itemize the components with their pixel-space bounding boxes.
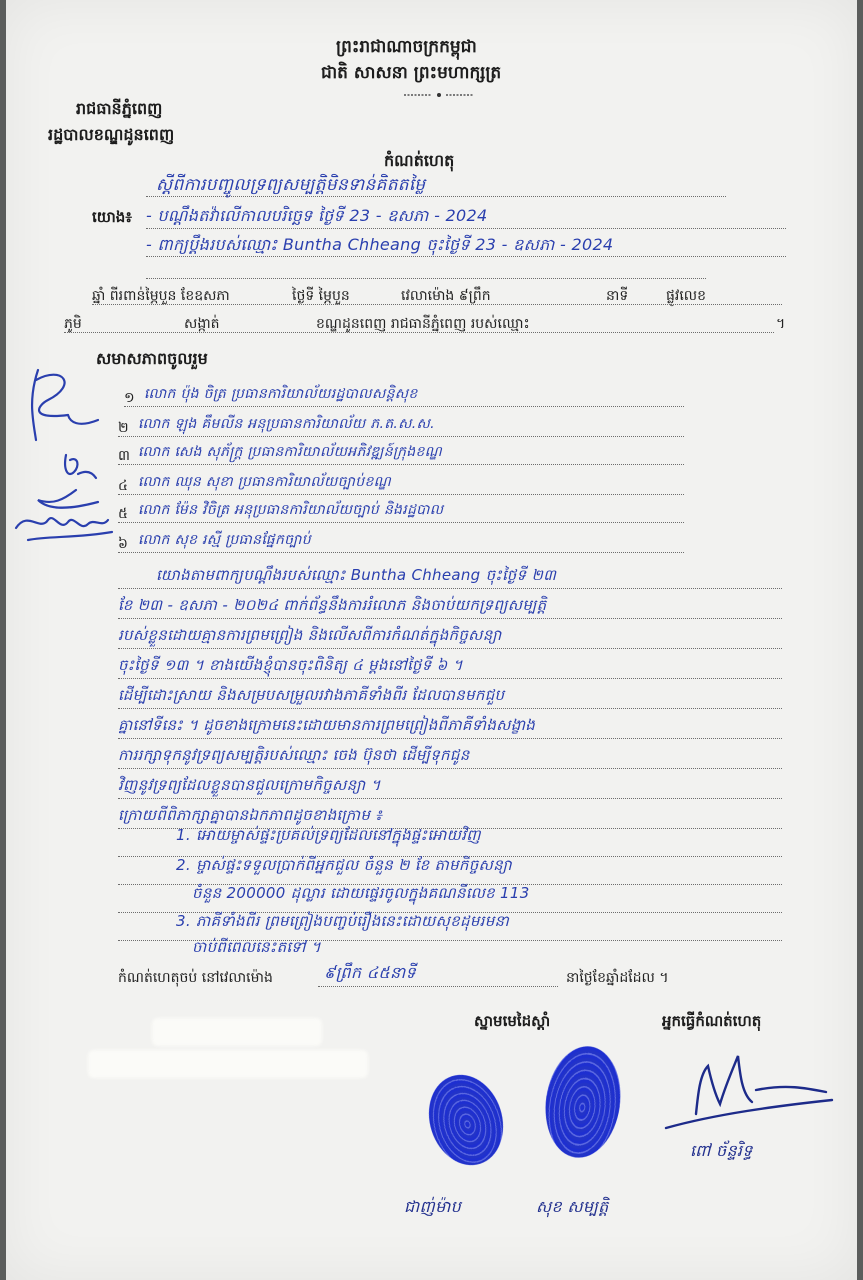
- subject-line-3: - ពាក្យប្តឹងរបស់ឈ្មោះ Buntha Chheang ចុះថ្ងៃទី 23 - ឧសភា - 2024: [146, 235, 614, 254]
- national-motto: ជាតិ សាសនា ព្រះមហាក្សត្រ: [321, 63, 502, 83]
- closing-time: ៩ព្រឹក ៤៥នាទី: [324, 963, 416, 982]
- time-field: វេលាម៉ោង ៩ព្រឹក: [401, 288, 491, 304]
- participant-number: ៥: [118, 506, 128, 522]
- narrative-line: ចុះថ្ងៃទី ១៣ ។ ខាងយើងខ្ញុំបានចុះពិនិត្យ ៤ ម្តងនៅថ្ងៃទី ៦ ។: [118, 656, 463, 674]
- narrative-line: យោងតាមពាក្យបណ្តឹងរបស់ឈ្មោះ Buntha Chheang ចុះថ្ងៃទី ២៣: [156, 566, 557, 584]
- dotted-line: [118, 618, 782, 619]
- party1-name: ជាញ់ម៉ាប: [404, 1197, 462, 1216]
- thumbprint-heading: ស្នាមមេដៃស្តាំ: [474, 1012, 551, 1030]
- narrative-line: របស់ខ្លួនដោយគ្មានការព្រមព្រៀង និងលើសពីការកំណត់ក្នុងកិច្ចសន្យា: [118, 626, 502, 644]
- participant-row: លោក សុខ រស្មី ប្រធានផ្នែកច្បាប់: [138, 532, 311, 548]
- village-field: ភូមិ: [64, 316, 82, 332]
- row-end-mark: ។: [776, 316, 786, 332]
- dotted-line: [118, 552, 684, 553]
- narrative-line: គ្នានៅទីនេះ ។ ដូចខាងក្រោមនេះដោយមានការព្រមព្រៀងពីភាគីទាំងសង្ខាង: [118, 716, 536, 734]
- participant-row: លោក ប៉ុង ចិត្រ ប្រធានការិយាល័យរដ្ឋបាលសន្តិសុខ: [144, 386, 418, 402]
- agreement-item: ចាប់ពីពេលនេះតទៅ ។: [192, 938, 321, 956]
- dotted-line: [64, 332, 774, 333]
- participant-number: ១: [124, 390, 135, 406]
- dotted-line: [118, 708, 782, 709]
- document-page: [6, 0, 857, 1280]
- subject-line-1: ស្តីពីការបញ្ចូលទ្រព្យសម្បត្តិមិនទាន់គិតតម្លៃ: [156, 175, 426, 195]
- narrative-line: ក្រោយពីពិភាក្សាគ្នាបានឯកភាពដូចខាងក្រោម ៖: [118, 806, 383, 824]
- dotted-line: [118, 436, 684, 437]
- narrative-line: ការរក្សាទុកនូវទ្រព្យសម្បត្តិរបស់ឈ្មោះ ចេង ប៊ុនថា ដើម្បីទុកជូន: [118, 746, 470, 764]
- dotted-line: [118, 738, 782, 739]
- dotted-line: [118, 522, 684, 523]
- capital-label: រាជធានីភ្នំពេញ: [76, 99, 163, 118]
- narrative-line: ខែ ២៣ - ឧសភា - ២០២៤ ពាក់ព័ន្ធនឹងការរំលោភ និងចាប់យកទ្រព្យសម្បត្តិ: [118, 596, 547, 614]
- thumbprint-left: [418, 1065, 515, 1175]
- narrative-line: វិញនូវទ្រព្យដែលខ្លួនបានជួលក្រោមកិច្ចសន្យា ។: [118, 776, 381, 794]
- dotted-line: [318, 986, 558, 987]
- year-month-field: ឆ្នាំ ពីរពាន់ម្ភៃបួន ខែឧសភា: [92, 288, 230, 304]
- participant-number: ៣: [118, 448, 130, 464]
- writer-heading: អ្នកធ្វើកំណត់ហេតុ: [662, 1012, 762, 1030]
- margin-signatures: [8, 360, 118, 560]
- admin-label: រដ្ឋបាលខណ្ឌដូនពេញ: [48, 125, 175, 144]
- writer-signature: [656, 1044, 836, 1134]
- dotted-line: [146, 278, 706, 279]
- participant-row: លោក សេង សុភ័ក្ត្រ ប្រធានការិយាល័យអភិវឌ្ឍន៍ក្រុងខណ្ឌ: [138, 444, 443, 460]
- agreement-item: 2. ម្ចាស់ផ្ទះទទួលប្រាក់ពីអ្នកជួល ចំនួន ២ ខែ តាមកិច្ចសន្យា: [176, 856, 512, 874]
- dotted-line: [92, 304, 782, 305]
- dotted-line: [124, 406, 684, 407]
- writer-name: ពៅ ច័ន្ទរិទ្ធ: [690, 1141, 753, 1160]
- dotted-line: [118, 494, 684, 495]
- dotted-line: [118, 588, 782, 589]
- participant-number: ៦: [118, 536, 128, 552]
- agreement-item: ចំនួន 200000 ដុល្លារ ដោយផ្ទេរចូលក្នុងគណនីលេខ 113: [192, 884, 530, 902]
- dotted-line: [118, 768, 782, 769]
- redacted-stamp-area: [152, 1018, 322, 1046]
- thumbprint-right: [539, 1041, 628, 1162]
- day-field: ថ្ងៃទី ម្ភៃបួន: [292, 288, 350, 304]
- dotted-line: [118, 464, 684, 465]
- participant-number: ៤: [118, 478, 128, 494]
- agreement-item: 3. ភាគីទាំងពីរ ព្រមព្រៀងបញ្ចប់រឿងនេះដោយសុខដុមរមនា: [176, 912, 510, 930]
- commune-field: សង្កាត់: [184, 316, 220, 332]
- dotted-line: [118, 678, 782, 679]
- road-field: ផ្លូវលេខ: [666, 288, 706, 304]
- dotted-line: [118, 798, 782, 799]
- narrative-line: ដើម្បីដោះស្រាយ និងសម្របសម្រួលរវាងភាគីទាំងពីរ ដែលបានមកជួប: [118, 686, 505, 704]
- minute-field: នាទី: [606, 288, 629, 304]
- agreement-item: 1. អោយម្ចាស់ផ្ទះប្រគល់ទ្រព្យដែលនៅក្នុងផ្ទះអោយវិញ: [176, 826, 481, 844]
- document-title: កំណត់ហេតុ: [384, 151, 455, 170]
- participant-number: ២: [118, 420, 129, 436]
- participant-row: លោក ឈុន សុខា ប្រធានការិយាល័យច្បាប់ខណ្ឌ: [138, 474, 392, 490]
- participants-heading: សមាសភាពចូលរួម: [96, 349, 208, 368]
- district-field: ខណ្ឌដូនពេញ រាជធានីភ្នំពេញ របស់ឈ្មោះ: [316, 316, 530, 332]
- subject-label: យោង៖: [92, 208, 132, 226]
- participant-row: លោក ឡុង គឹមលីន អនុប្រធានការិយាល័យ ភ.ត.ស.ស.: [138, 416, 435, 432]
- closing-prefix: កំណត់ហេតុចប់ នៅវេលាម៉ោង: [118, 970, 273, 986]
- participant-row: លោក ម៉ែន វិចិត្រ អនុប្រធានការិយាល័យច្បាប់ និងរដ្ឋបាល: [138, 502, 444, 518]
- decorative-divider: [404, 92, 474, 98]
- party2-name: សុខ សម្បត្តិ: [536, 1197, 609, 1216]
- dotted-line: [118, 648, 782, 649]
- subject-line-2: - បណ្តឹងតវ៉ាលើកាលបរិច្ឆេទ ថ្ងៃទី 23 - ឧសភា - 2024: [146, 206, 488, 225]
- kingdom-title: ព្រះរាជាណាចក្រកម្ពុជា: [336, 37, 477, 57]
- closing-suffix: នាថ្ងៃខែឆ្នាំដដែល ។: [566, 970, 669, 986]
- redacted-name-area: [88, 1050, 368, 1078]
